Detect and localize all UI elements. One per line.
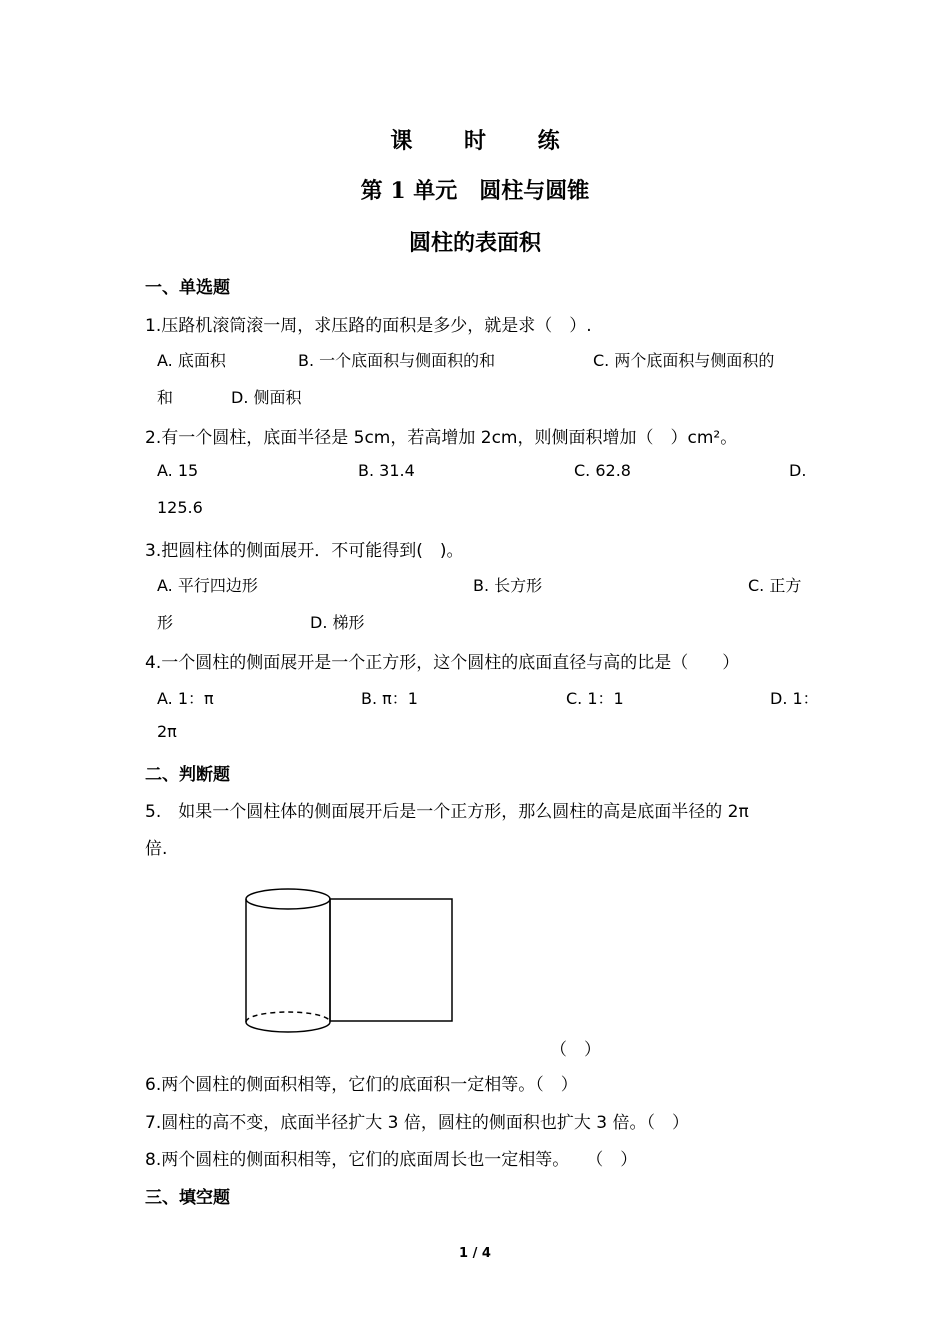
section-heading-single-choice: 一、单选题 (145, 278, 230, 298)
question-5-stem: 5. 如果一个圆柱体的侧面展开后是一个正方形，那么圆柱的高是底面半径的 2π (145, 802, 749, 822)
question-3-option-c: C. 正方 (748, 576, 802, 595)
question-2-option-c: C. 62.8 (574, 461, 631, 480)
question-4-option-d: D. 1： (770, 689, 819, 708)
section-heading-fill-in: 三、填空题 (145, 1188, 230, 1208)
unfolded-square-lateral-surface (330, 899, 452, 1021)
question-3-option-a: A. 平行四边形 (157, 576, 258, 595)
question-4-option-a: A. 1：π (157, 689, 214, 708)
question-4-option-c: C. 1：1 (566, 689, 624, 708)
question-3-option-b: B. 长方形 (473, 576, 543, 595)
question-2-option-a: A. 15 (157, 461, 199, 480)
question-3-option-c-continued: 形 (157, 613, 174, 632)
question-4-stem: 4.一个圆柱的侧面展开是一个正方形，这个圆柱的底面直径与高的比是（ ） (145, 653, 740, 673)
question-1-option-c: C. 两个底面积与侧面积的 (593, 351, 775, 370)
unit-title: 第 1 单元 圆柱与圆锥 (360, 178, 590, 204)
question-7-stem: 7.圆柱的高不变，底面半径扩大 3 倍，圆柱的侧面积也扩大 3 倍。（ ） (145, 1113, 689, 1133)
question-5-answer-blank: （ ） (550, 1040, 601, 1060)
question-3-option-d: D. 梯形 (310, 613, 365, 632)
question-1-option-a: A. 底面积 (157, 351, 226, 370)
question-2-option-d: D. (789, 461, 807, 480)
section-heading-true-false: 二、判断题 (145, 765, 230, 785)
lesson-title: 圆柱的表面积 (408, 230, 541, 256)
question-1-option-c-continued: 和 (157, 388, 174, 407)
question-2-option-d-continued: 125.6 (157, 498, 203, 517)
page-number: 1 / 4 (459, 1246, 491, 1261)
question-5-stem-continued: 倍. (145, 839, 168, 859)
question-1-option-d: D. 侧面积 (231, 388, 302, 407)
cylinder-bottom-front-arc (246, 1022, 330, 1032)
cylinder-top-ellipse (246, 889, 330, 909)
cylinder-net-figure (240, 884, 460, 1036)
page-title: 课 时 练 (390, 128, 582, 154)
question-4-option-b: B. π：1 (361, 689, 418, 708)
question-4-option-d-continued: 2π (157, 722, 177, 741)
question-8-stem: 8.两个圆柱的侧面积相等，它们的底面周长也一定相等。 （ ） (145, 1150, 638, 1170)
question-1-option-b: B. 一个底面积与侧面积的和 (298, 351, 496, 370)
question-2-stem: 2.有一个圆柱，底面半径是 5cm，若高增加 2cm，则侧面积增加（ ）cm²。 (145, 428, 738, 448)
question-2-option-b: B. 31.4 (358, 461, 415, 480)
cylinder-bottom-back-arc-dashed (246, 1012, 330, 1022)
question-6-stem: 6.两个圆柱的侧面积相等，它们的底面积一定相等。（ ） (145, 1075, 578, 1095)
question-3-stem: 3.把圆柱体的侧面展开．不可能得到( )。 (145, 541, 464, 561)
question-1-stem: 1.压路机滚筒滚一周，求压路的面积是多少，就是求（ ）. (145, 316, 592, 336)
